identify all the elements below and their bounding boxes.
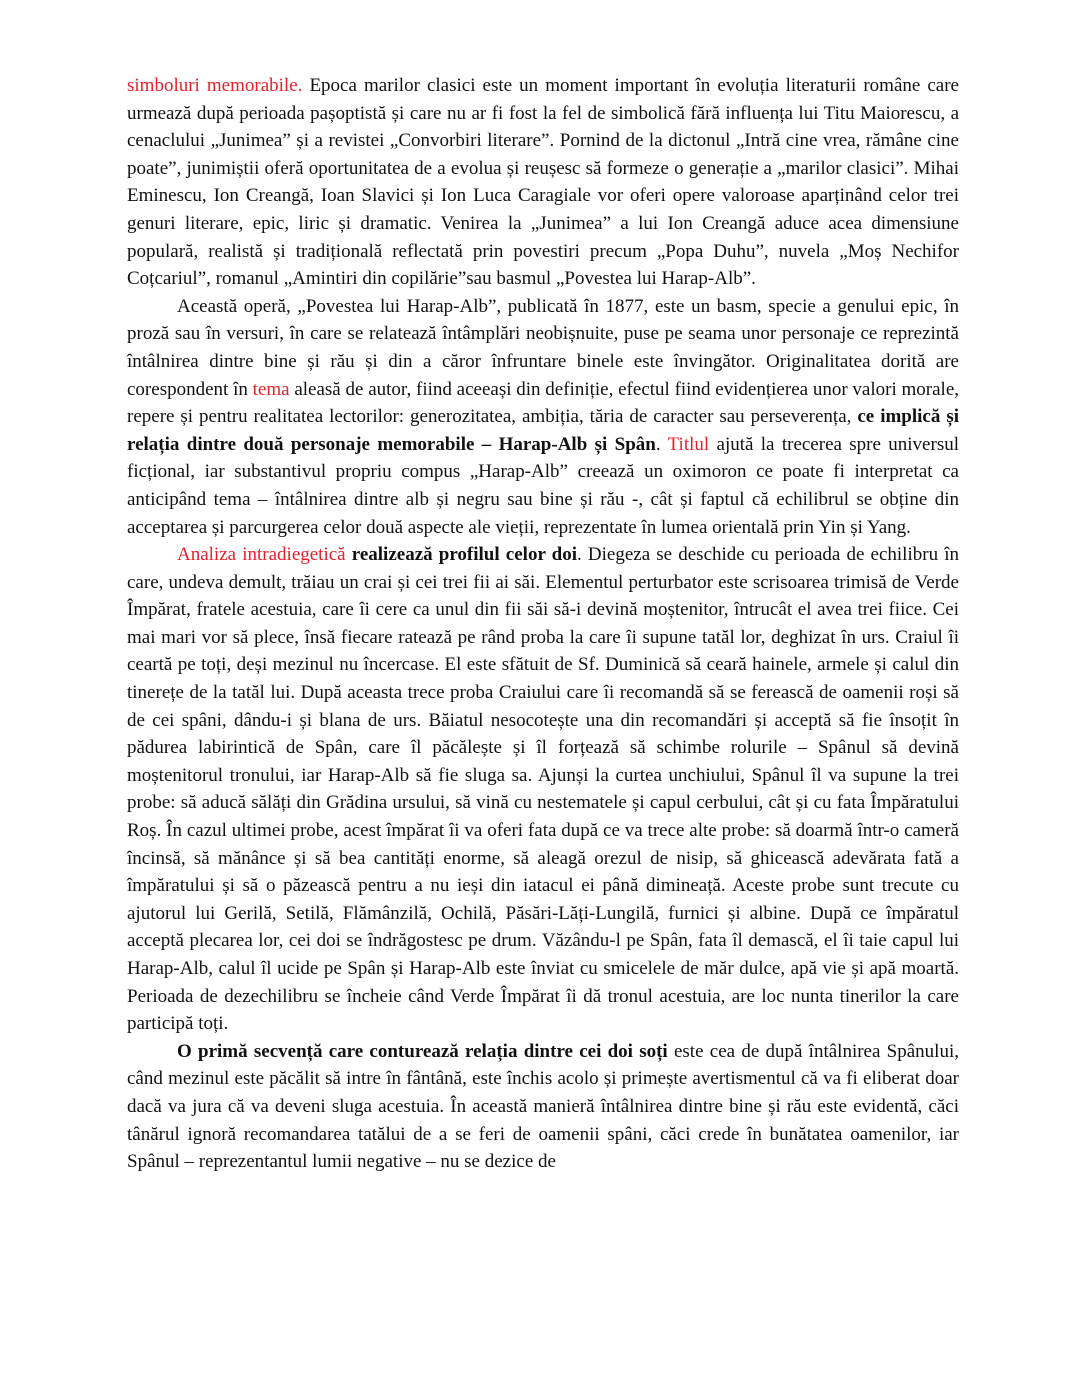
text-run: . xyxy=(655,433,668,455)
paragraph-intro xyxy=(127,72,959,293)
paragraph-sequence xyxy=(127,1038,959,1176)
red-phrase: simboluri memorabile. xyxy=(127,75,303,96)
paragraph-work xyxy=(127,293,959,541)
red-phrase: Analiza intradiegetică xyxy=(177,544,346,566)
document-page xyxy=(127,72,959,1176)
text-run: . Diegeza se deschide cu perioada de echilibru în care, undeva demult, trăiau un crai și cei trei fii ai săi. Elementul perturbator este scrisoarea trimisă de Verde Împărat, fratele acestuia, care îi cere ca unul din fii săi să-i devină moștenitor, întrucât el avea trei fiice. Cei mai mari vor să plece, însă fiecare ratează pe rând proba la care îi supune tatăl lor, deghizat în urs. Craiul îi ceartă pe toți, deși mezinul nu încercase. El este sfătuit de Sf. Duminică să ceară hainele, armele și calul din tinerețe de la tatăl lui. După aceasta trece proba Craiului care îi recomandă să se ferească de oamenii roși să de cei spâni, dându-i și blana de urs. Băiatul nesocotește una din recomandări și acceptă să fie însoțit în pădurea labirintică de Spân, care îl păcălește și îl forțează să schimbe rolurile – Spânul să devină moștenitorul tronului, iar Harap-Alb să fie sluga sa. Ajunși la curtea unchiului, Spânul îl va supune la trei probe: să aducă sălăți din Grădina ursului, să vină cu nestematele și capul cerbului, cât și cu fata Împăratului Roș. În cazul ultimei probe, acest împărat îi va oferi fata după ce va trece alte probe: să doarmă într-o cameră încinsă, să mănânce și să bea cantități enorme, să aleagă orezul de nisip, să ghicească adevărata fată a împăratului și să o păzească pentru a nu ieși din iatacul ei până dimineață. Aceste probe sunt trecute cu ajutorul lui Gerilă, Setilă, Flămânzilă, Ochilă, Păsări-Lăți-Lungilă, furnici și albine. După ce împăratul acceptă plecarea lor, cei doi se îndrăgostesc pe drum. Văzându-l pe Spân, fata îl demască, el îi taie capul lui Harap-Alb, calul îl ucide pe Spân și Harap-Alb este înviat cu smicelele de măr dulce, apă vie și apă moartă. Perioada de dezechilibru se încheie când Verde Împărat îi dă tronul acestuia, are loc nunta tinerilor la care participă toți. xyxy=(127,544,959,1035)
text-run: Această operă, „Povestea lui Harap-Alb”, publicată în 1877, este un basm, specie a genului epic, în proză sau în versuri, în care se relatează întâmplări neobișnuite, puse pe seama unor personaje ce reprezintă întâlnirea dintre bine și rău și din a căror înfruntare binele este învingător. Originalitatea dorită are corespondent în xyxy=(127,295,959,400)
text-run: aleasă de autor, fiind aceeași din definiție, efectul fiind evidențierea unor valori morale, repere și pentru realitatea lectorilor: generozitatea, ambiția, tăria de caracter sau perseverența, xyxy=(127,378,960,428)
red-phrase: Titlul xyxy=(667,433,710,455)
text-run: Epoca marilor clasici este un moment important în evoluția literaturii române care urmează după perioada pașoptistă și care nu ar fi fost la fel de simbolică fără influența lui Titu Maiorescu, a cenaclului „Junimea” și a revistei „Convorbiri literare”. Pornind de la dictonul „Intră cine vrea, rămâne cine poate”, junimiștii oferă oportunitatea de a evolua și reușesc să formeze o generație a „marilor clasici”. Mihai Eminescu, Ion Creangă, Ioan Slavici și Ion Luca Caragiale vor oferi opere valoroase aparținând celor trei genuri literare, epic, liric și dramatic. Venirea la „Junimea” a lui Ion Creangă aduce acea dimensiune populară, realistă și tradițională reflectată prin povestiri precum „Popa Duhu”, nuvela „Moș Nechifor Coțcariul”, romanul „Amintiri din copilărie”sau basmul „Povestea lui Harap-Alb”. xyxy=(127,75,959,290)
text-run: ajută la trecerea spre universul ficțional, iar substantivul propriu compus „Harap-Alb” creează un oximoron ce poate fi interpretat ca anticipând tema – întâlnirea dintre alb și negru sau bine și rău -, cât și faptul că echilibrul se obține din acceptarea și parcurgerea celor două aspecte ale vieții, reprezentate în lumea orientală prin Yin și Yang. xyxy=(127,433,959,538)
bold-phrase: O primă secvență care conturează relația dintre cei doi soți xyxy=(177,1040,668,1062)
paragraph-analysis xyxy=(127,541,959,1038)
text-run: este cea de după întâlnirea Spânului, când mezinul este păcălit să intre în fântână, este închis acolo și primește avertismentul că va fi eliberat doar dacă va jura că va deveni sluga acestuia. În această manieră întâlnirea dintre bine și rău este evidentă, căci tânărul ignoră recomandarea tatălui de a se feri de oamenii spâni, căci crede în bunătatea oamenilor, iar Spânul – reprezentantul lumii negative – nu se dezice de xyxy=(127,1040,959,1173)
bold-phrase: realizează profilul celor doi xyxy=(351,544,578,566)
red-phrase: tema xyxy=(252,378,290,400)
bold-phrase: ce implică și relația dintre două personaje memorabile – Harap-Alb și Spân xyxy=(127,406,959,455)
